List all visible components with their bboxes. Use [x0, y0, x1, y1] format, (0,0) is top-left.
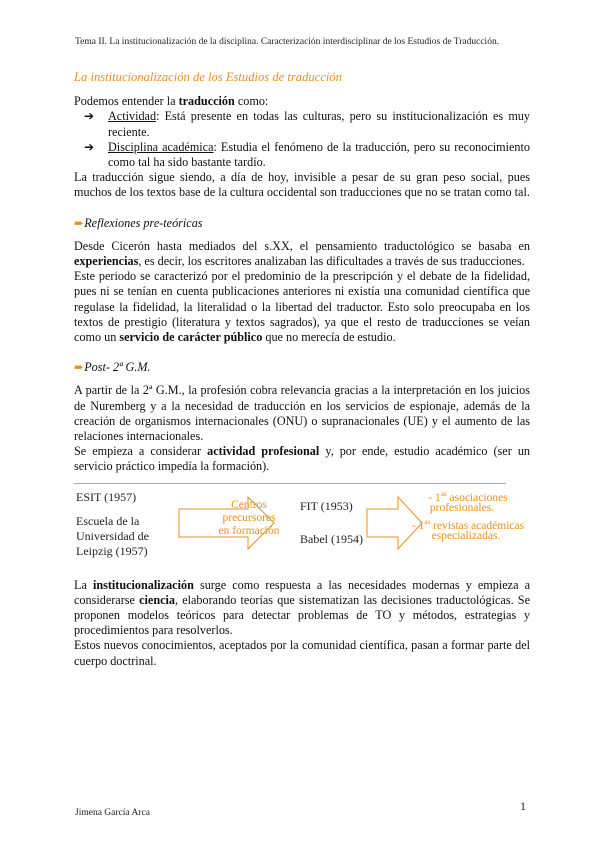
page-header	[75, 37, 535, 47]
postwar-p2-post: y, por ende, estudio académico (ser un servicio práctico impedía la formación).	[74, 444, 531, 474]
diagram-rev-dash: - 1	[411, 519, 425, 532]
arrow-icon: ➔	[84, 139, 95, 154]
institution-section	[74, 578, 530, 669]
list-item-term: Disciplina académica	[108, 139, 214, 154]
header-text: Tema II. La institucionalización de la disciplina. Caracterización interdisciplinar de los Estudios de Traducción.	[75, 37, 500, 47]
institution-paragraph-2: Estos nuevos conocimientos, aceptados por la comunidad científica, pasan a formar parte del cuerpo doctrinal.	[74, 638, 530, 668]
pretheory-paragraph-2	[74, 269, 530, 345]
inst-p1-b: surge como respuesta a las necesidades modernas y empieza a considerarse	[74, 577, 530, 607]
intro-lead-pre: Podemos entender la	[74, 94, 179, 109]
list-item-text: : Estudia el fenómeno de la traducción, pero su reconocimiento como tal ha sido bastante tardío.	[108, 139, 531, 170]
inst-p1-bold2: ciencia	[139, 592, 175, 607]
diagram-centros-1: Centros	[231, 498, 267, 511]
arrow-icon: ➔	[84, 109, 95, 124]
inst-p1-c: , elaborando teorías que sistematizan las decisiones traductológicas. Se proponen modelos teóricos para detectar problemas de TO y métodos, estrategias y procedimientos para resolverlos.	[74, 592, 530, 638]
intro-list	[74, 109, 530, 170]
diagram-centros-3: en formación	[218, 524, 280, 537]
postwar-paragraph-1: A partir de la 2ª G.M., la profesión cobra relevancia gracias a la interpretación en los juicios de Nuremberg y a la necesidad de traducción en los servicios de espionaje, además de la creación de organismos internacionales (ONU) o supranacionales (UE) y el aumento de las relaciones internacionales.	[74, 383, 530, 444]
pretheory-heading	[74, 216, 530, 231]
diagram-leipzig-2: Universidad de	[76, 528, 149, 543]
pretheory-p2-pre: Este periodo se caracterizó por el predominio de la prescripción y el debate de la fidelidad, pues ni se tenían en cuenta publicaciones anteriores ni existía una comunidad científica que regulase la fidelidad, la literalidad o la libertad del traductor. Esto solo preocupaba en los textos de prestigio (literatura y textos sagrados), ya que el resto de traducciones se veían como un	[74, 269, 530, 345]
inst-p1-a: La	[74, 577, 93, 592]
page-number: 1	[520, 799, 526, 813]
pretheory-p2-bold: servicio de carácter público	[119, 330, 263, 345]
diagram-rev-text: revistas académicas	[430, 519, 525, 532]
postwar-p2-pre: Se empieza a considerar	[74, 444, 208, 459]
diagram-asoc-dash: - 1	[428, 491, 441, 504]
intro-lead-bold: traducción	[178, 94, 235, 109]
diagram-especializadas: especializadas.	[431, 529, 501, 542]
footer-author: Jimena García Arca	[75, 808, 150, 818]
pretheory-heading-text: Reflexiones pre-teóricas	[84, 215, 203, 230]
postwar-heading	[74, 360, 530, 375]
diagram-leipzig-1: Escuela de la	[76, 513, 140, 528]
diagram-asoc-text: asociaciones	[446, 491, 508, 504]
list-item-term: Actividad	[108, 109, 157, 124]
list-item-text: : Está presente en todas las culturas, pero su institucionalización es muy reciente.	[108, 109, 530, 139]
list-item	[74, 140, 530, 170]
section-title: La institucionalización de los Estudios de traducción	[74, 70, 342, 84]
pointing-hand-icon: ➨	[74, 360, 85, 375]
institutions-diagram	[74, 488, 530, 572]
intro-lead	[74, 94, 530, 109]
postwar-paragraph-2	[74, 444, 530, 474]
intro-lead-post: como:	[234, 94, 269, 109]
intro-closing: La traducción sigue siendo, a día de hoy, invisible a pesar de su gran peso social, pues muchos de los textos base de la cultura occidental son traducciones que no se tratan como tal.	[74, 170, 530, 200]
inst-p1-bold1: institucionalización	[92, 577, 194, 592]
pretheory-p1-pre: Desde Cicerón hasta mediados del s.XX, el pensamiento traductológico se basaba en	[74, 238, 530, 253]
diagram-esit: ESIT (1957)	[76, 489, 137, 504]
pretheory-paragraph-1	[74, 239, 530, 269]
postwar-p2-bold: actividad profesional	[207, 444, 320, 459]
diagram-babel: Babel (1954)	[300, 531, 363, 546]
postwar-heading-text: Post- 2ª G.M.	[84, 360, 151, 375]
diagram-fit: FIT (1953)	[300, 498, 353, 513]
diagram-asoc-sup: as	[440, 489, 447, 498]
list-item	[74, 109, 530, 139]
pointing-hand-icon: ➨	[74, 215, 85, 230]
divider	[74, 483, 506, 484]
pretheory-p1-bold: experiencias	[74, 254, 139, 269]
diagram-profesionales: profesionales.	[429, 501, 495, 514]
pretheory-p1-post: , es decir, los escritores analizaban las dificultades a través de sus traducciones.	[138, 254, 525, 269]
pretheory-p2-post: que no merecía de estudio.	[262, 330, 396, 345]
diagram-leipzig-3: Leipzig (1957)	[76, 543, 148, 558]
diagram-centros-2: precursores	[222, 511, 276, 524]
document-body	[74, 70, 530, 669]
institution-paragraph-1	[74, 578, 530, 639]
diagram-rev-sup: as	[424, 517, 431, 526]
